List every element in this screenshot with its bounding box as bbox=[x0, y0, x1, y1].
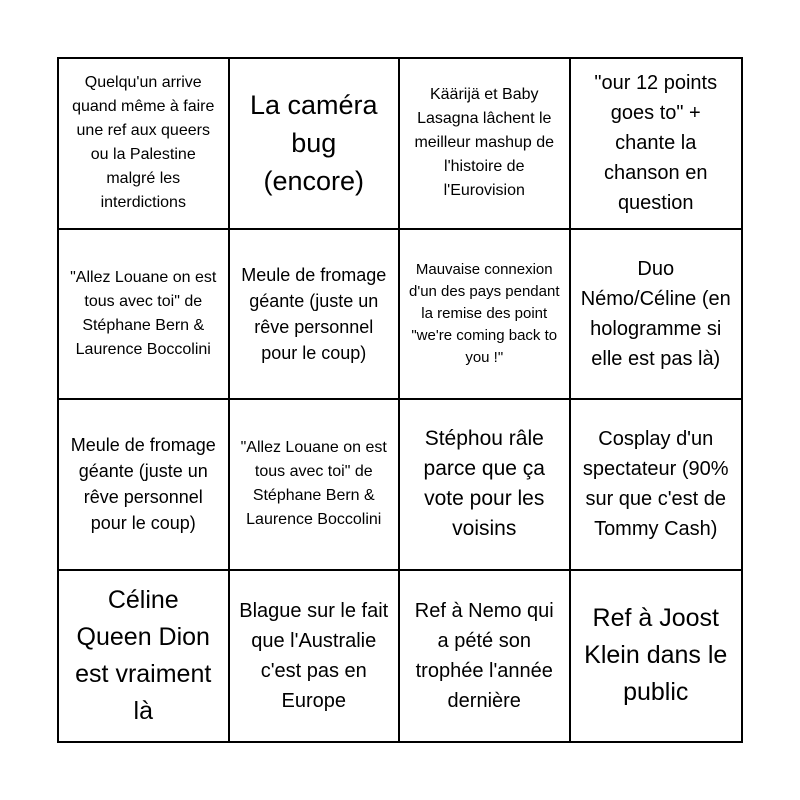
bingo-cell-r4c3[interactable] bbox=[400, 571, 571, 742]
bingo-cell-text: Céline Queen Dion est vraiment là bbox=[75, 585, 212, 725]
bingo-cell-r4c2[interactable] bbox=[230, 571, 401, 742]
bingo-cell-r3c3[interactable] bbox=[400, 400, 571, 571]
bingo-cell-text: Cosplay d'un spectateur (90% sur que c'est de Tommy Cash) bbox=[582, 428, 729, 541]
bingo-cell-r1c2[interactable] bbox=[230, 59, 401, 230]
bingo-cell-text: Ref à Nemo qui a pété son trophée l'année dernière bbox=[414, 599, 554, 712]
bingo-cell-text: Mauvaise connexion d'un des pays pendant la remise des point "we're coming back to you !" bbox=[409, 260, 560, 366]
bingo-cell-text: Stéphou râle parce que ça vote pour les voisins bbox=[423, 427, 545, 541]
bingo-cell-text: Meule de fromage géante (juste un rêve personnel pour le coup) bbox=[241, 264, 387, 363]
bingo-cell-text: Quelqu'un arrive quand même à faire une ref aux queers ou la Palestine malgré les interdictions bbox=[72, 74, 215, 212]
bingo-cell-r4c4[interactable] bbox=[571, 571, 742, 742]
bingo-cell-text: "Allez Louane on est tous avec toi" de Stéphane Bern & Laurence Boccolini bbox=[240, 439, 387, 529]
bingo-board bbox=[57, 57, 743, 743]
bingo-cell-text: Ref à Joost Klein dans le public bbox=[584, 604, 728, 707]
bingo-cell-r1c1[interactable] bbox=[59, 59, 230, 230]
bingo-cell-text: "Allez Louane on est tous avec toi" de Stéphane Bern & Laurence Boccolini bbox=[70, 268, 217, 358]
bingo-cell-r1c3[interactable] bbox=[400, 59, 571, 230]
bingo-cell-r1c4[interactable] bbox=[571, 59, 742, 230]
bingo-cell-r2c3[interactable] bbox=[400, 230, 571, 401]
bingo-cell-r3c1[interactable] bbox=[59, 400, 230, 571]
bingo-cell-r2c2[interactable] bbox=[230, 230, 401, 401]
bingo-cell-r3c4[interactable] bbox=[571, 400, 742, 571]
bingo-cell-text: La caméra bug (encore) bbox=[249, 90, 378, 197]
bingo-cell-r3c2[interactable] bbox=[230, 400, 401, 571]
bingo-cell-r2c1[interactable] bbox=[59, 230, 230, 401]
bingo-cell-text: Blague sur le fait que l'Australie c'est pas en Europe bbox=[239, 599, 389, 712]
bingo-cell-text: Meule de fromage géante (juste un rêve personnel pour le coup) bbox=[70, 435, 216, 534]
bingo-cell-r4c1[interactable] bbox=[59, 571, 230, 742]
bingo-cell-r2c4[interactable] bbox=[571, 230, 742, 401]
bingo-cell-text: Duo Némo/Céline (en hologramme si elle est pas là) bbox=[580, 257, 731, 370]
bingo-cell-text: "our 12 points goes to" + chante la chanson en question bbox=[594, 72, 718, 215]
bingo-cell-text: Käärijä et Baby Lasagna lâchent le meilleur mashup de l'histoire de l'Eurovision bbox=[414, 86, 555, 200]
